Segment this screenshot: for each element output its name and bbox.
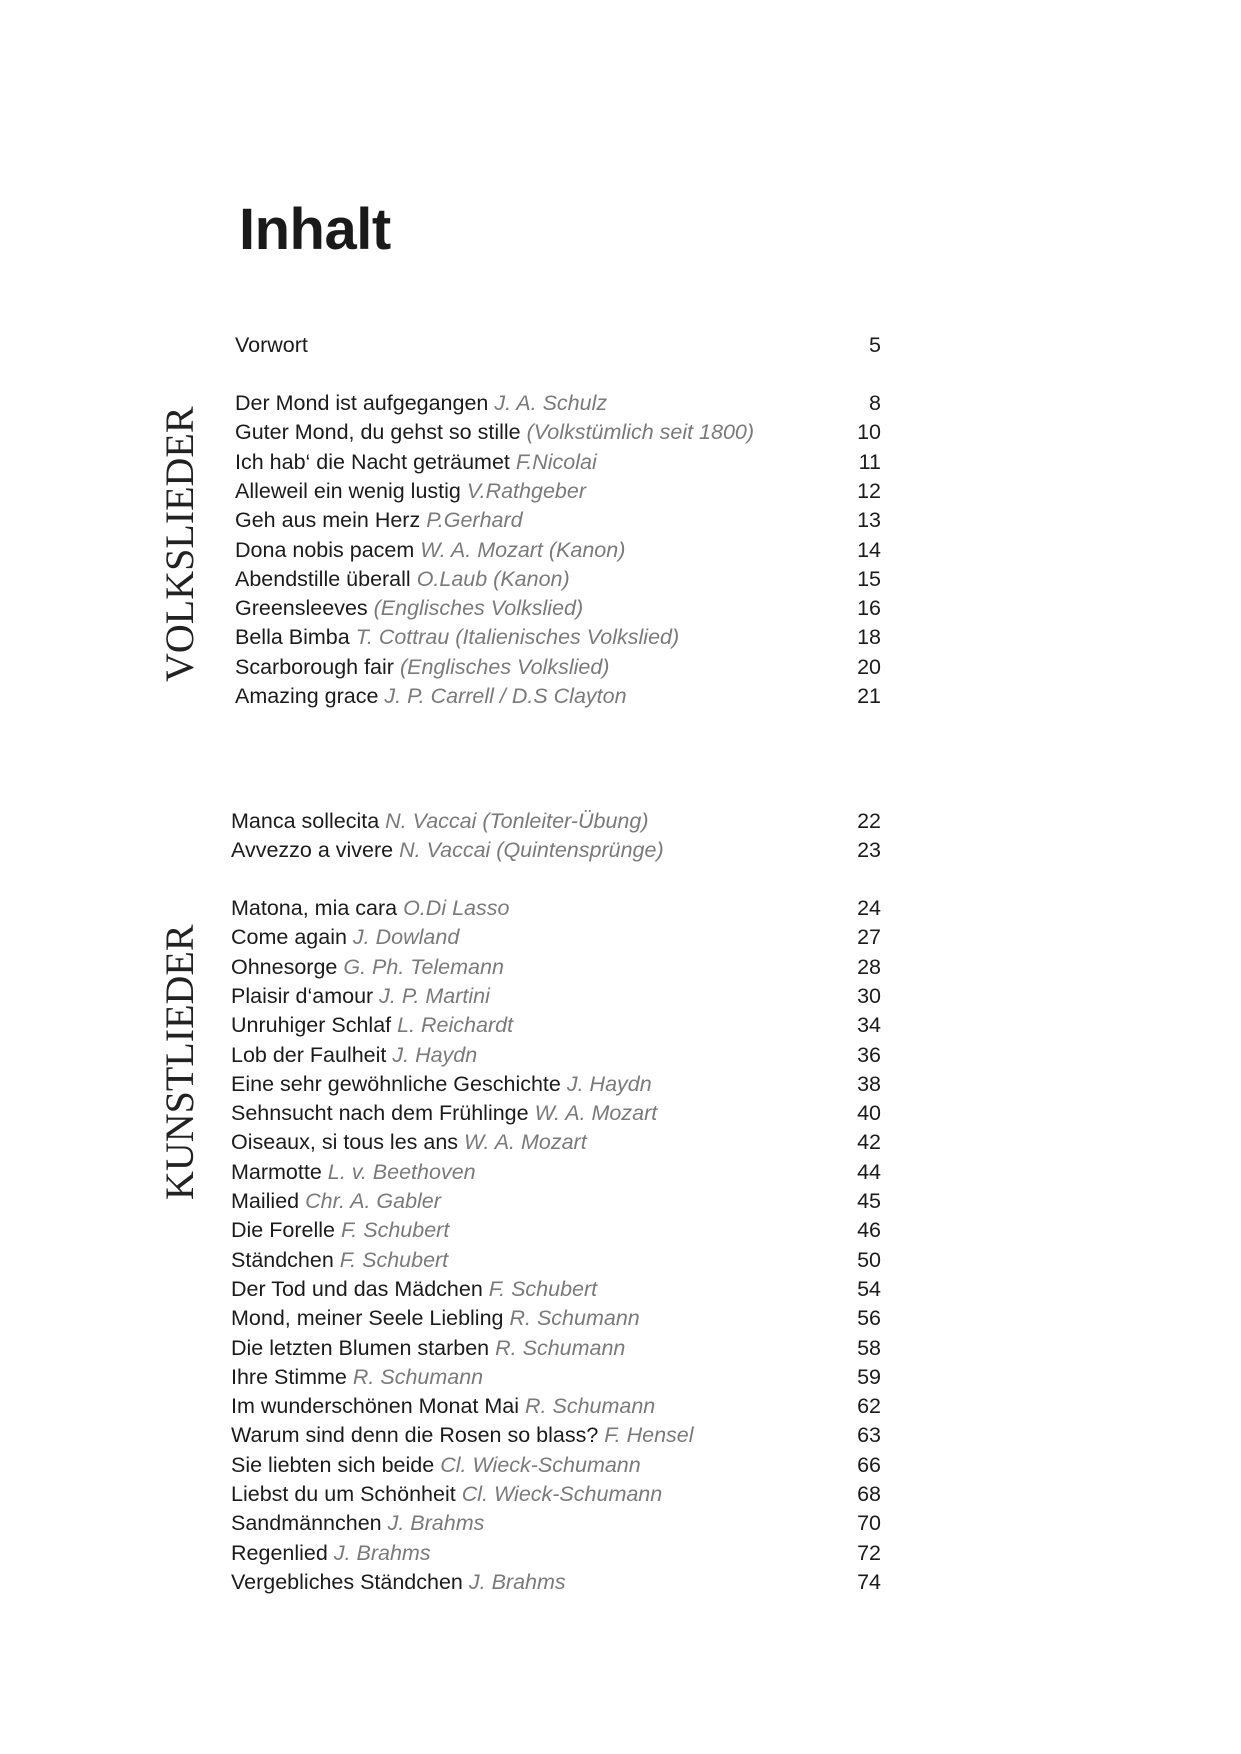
entry-composer: (Englisches Volkslied) xyxy=(399,654,610,679)
entry-composer: V.Rathgeber xyxy=(466,478,586,503)
toc-entry[interactable] xyxy=(231,982,490,1011)
entry-title: Abendstille überall xyxy=(235,566,411,591)
toc-entry[interactable] xyxy=(231,1011,513,1040)
toc-entry[interactable] xyxy=(231,1246,448,1275)
entry-title: Regenlied xyxy=(231,1540,328,1565)
page-number: 15 xyxy=(857,566,881,591)
entry-title: Ständchen xyxy=(231,1247,334,1272)
entry-composer: P.Gerhard xyxy=(426,508,523,533)
entry-title: Marmotte xyxy=(231,1159,322,1184)
page-number: 38 xyxy=(857,1071,881,1096)
toc-entry[interactable] xyxy=(231,1421,694,1450)
page-number: 23 xyxy=(857,838,881,863)
page-number: 63 xyxy=(857,1423,881,1448)
entry-title: Plaisir d‘amour xyxy=(231,983,374,1008)
entry-composer: R. Schumann xyxy=(525,1394,656,1419)
entry-title: Mond, meiner Seele Liebling xyxy=(231,1306,504,1331)
entry-composer: J. P. Martini xyxy=(379,983,490,1008)
entry-composer: W. A. Mozart (Kanon) xyxy=(420,537,626,562)
entry-composer: J. Brahms xyxy=(333,1540,431,1565)
page-number: 21 xyxy=(857,684,881,708)
toc-entry[interactable] xyxy=(231,1128,587,1157)
entry-title: Die Forelle xyxy=(231,1218,335,1243)
toc-entry[interactable] xyxy=(231,1216,449,1245)
entry-title: Der Tod und das Mädchen xyxy=(231,1276,483,1301)
entry-title: Manca sollecita xyxy=(231,809,380,833)
entry-title: Der Mond ist aufgegangen xyxy=(235,391,489,415)
toc-entry[interactable] xyxy=(235,389,607,418)
toc-entry[interactable] xyxy=(231,836,664,865)
toc-entry[interactable] xyxy=(235,536,625,565)
toc-entry[interactable] xyxy=(235,653,609,682)
entry-title: Sandmännchen xyxy=(231,1511,382,1536)
entry-composer: J. Haydn xyxy=(566,1071,652,1096)
toc-entry[interactable] xyxy=(231,1158,476,1187)
toc-entry[interactable] xyxy=(235,623,679,652)
toc-entry[interactable] xyxy=(231,1041,477,1070)
toc-entry[interactable] xyxy=(231,1451,641,1480)
toc-entry[interactable] xyxy=(235,477,586,506)
entry-title: Lob der Faulheit xyxy=(231,1042,387,1067)
entry-title: Guter Mond, du gehst so stille xyxy=(235,420,521,445)
entry-composer: (Englisches Volkslied) xyxy=(373,596,584,621)
page-number: 5 xyxy=(869,333,881,357)
entry-composer: J. P. Carrell / D.S Clayton xyxy=(384,684,627,708)
entry-title: Die letzten Blumen starben xyxy=(231,1335,490,1360)
entry-title: Avvezzo a vivere xyxy=(231,838,394,863)
entry-title: Alleweil ein wenig lustig xyxy=(235,478,461,503)
entry-composer: J. Dowland xyxy=(352,925,460,950)
entry-title: Amazing grace xyxy=(235,684,379,708)
toc-entry[interactable] xyxy=(231,1539,431,1568)
entry-composer: J. Haydn xyxy=(392,1042,478,1067)
entry-composer: G. Ph. Telemann xyxy=(343,954,504,979)
toc-entry[interactable] xyxy=(231,1304,640,1333)
entry-title: Warum sind denn die Rosen so blass? xyxy=(231,1423,599,1448)
entry-composer: F. Schubert xyxy=(339,1247,449,1272)
entry-composer: Cl. Wieck-Schumann xyxy=(461,1482,663,1506)
entry-composer: R. Schumann xyxy=(352,1364,484,1389)
page-number: 58 xyxy=(857,1335,881,1360)
toc-entry[interactable] xyxy=(231,1568,566,1597)
entry-title: Greensleeves xyxy=(235,596,368,621)
entry-composer: F.Nicolai xyxy=(515,449,597,474)
toc-entry[interactable] xyxy=(231,1509,484,1538)
page-number: 30 xyxy=(857,983,881,1008)
page-title: Inhalt xyxy=(239,197,391,262)
entry-composer: F. Hensel xyxy=(604,1423,694,1448)
toc-entry[interactable] xyxy=(235,506,523,535)
entry-composer: W. A. Mozart xyxy=(534,1101,658,1126)
section-label-volkslieder: VOLKSLIEDER xyxy=(157,406,202,682)
entry-title: Dona nobis pacem xyxy=(235,537,415,562)
entry-composer: O.Di Lasso xyxy=(403,896,510,920)
entry-composer: F. Schubert xyxy=(488,1276,598,1301)
page-number: 72 xyxy=(857,1540,881,1565)
toc-entry[interactable] xyxy=(235,448,597,477)
toc-entry[interactable] xyxy=(231,953,504,982)
page-number: 27 xyxy=(857,925,881,950)
page-number: 24 xyxy=(857,896,881,920)
entry-composer: O.Laub (Kanon) xyxy=(416,566,570,591)
toc-entry[interactable] xyxy=(231,1099,657,1128)
toc-entry[interactable] xyxy=(231,1480,662,1509)
entry-title: Ihre Stimme xyxy=(231,1364,347,1389)
page-number: 13 xyxy=(857,508,881,533)
toc-entry[interactable] xyxy=(231,1070,652,1099)
page-number: 68 xyxy=(857,1482,881,1506)
page-number: 44 xyxy=(857,1159,881,1184)
section-label-kunstlieder: KUNSTLIEDER xyxy=(157,924,202,1200)
entry-title: Oiseaux, si tous les ans xyxy=(231,1130,459,1155)
entry-composer: W. A. Mozart xyxy=(464,1130,587,1155)
page-number: 50 xyxy=(857,1247,881,1272)
page-number: 14 xyxy=(857,537,881,562)
page-number: 66 xyxy=(857,1452,881,1477)
entry-title: Ich hab‘ die Nacht geträumet xyxy=(235,449,510,474)
entry-composer: T. Cottrau (Italienisches Volkslied) xyxy=(355,625,680,650)
entry-title: Sehnsucht nach dem Frühlinge xyxy=(231,1101,529,1126)
toc-entry[interactable] xyxy=(231,1392,655,1421)
entry-composer: F. Schubert xyxy=(340,1218,450,1243)
page-number: 62 xyxy=(857,1394,881,1419)
entry-title: Come again xyxy=(231,925,347,950)
toc-entry[interactable] xyxy=(231,1187,441,1216)
page-number: 11 xyxy=(858,449,881,474)
page-number: 42 xyxy=(857,1130,881,1155)
entry-composer: R. Schumann xyxy=(495,1335,626,1360)
toc-entry-preface[interactable] xyxy=(235,331,308,360)
entry-composer: J. A. Schulz xyxy=(494,391,608,415)
entry-composer: J. Brahms xyxy=(387,1511,485,1536)
entry-title: Ohnesorge xyxy=(231,954,338,979)
page-number: 8 xyxy=(869,391,881,415)
toc-entry[interactable] xyxy=(235,565,570,594)
page-number: 28 xyxy=(857,954,881,979)
page-number: 22 xyxy=(857,809,881,833)
entry-title: Bella Bimba xyxy=(235,625,350,650)
page-number: 34 xyxy=(857,1013,881,1038)
entry-composer: Chr. A. Gabler xyxy=(305,1189,441,1213)
page-number: 12 xyxy=(857,478,881,503)
entry-title: Eine sehr gewöhnliche Geschichte xyxy=(231,1071,561,1096)
entry-title: Sie liebten sich beide xyxy=(231,1452,435,1477)
page-number: 59 xyxy=(857,1364,881,1389)
toc-entry[interactable] xyxy=(231,1275,597,1304)
entry-composer: Cl. Wieck-Schumann xyxy=(440,1452,641,1477)
entry-title: Im wunderschönen Monat Mai xyxy=(231,1394,520,1419)
page-number: 20 xyxy=(857,654,881,679)
entry-title: Mailied xyxy=(231,1189,300,1213)
toc-entry[interactable] xyxy=(231,894,509,923)
toc-entry[interactable] xyxy=(231,807,648,836)
entry-composer: L. v. Beethoven xyxy=(327,1159,476,1184)
page-number: 36 xyxy=(857,1042,881,1067)
page-number: 74 xyxy=(857,1569,881,1594)
entry-composer: R. Schumann xyxy=(509,1306,640,1331)
entry-title: Geh aus mein Herz xyxy=(235,508,421,533)
toc-entry[interactable] xyxy=(231,1334,625,1363)
entry-composer: (Volkstümlich seit 1800) xyxy=(526,420,755,445)
toc-entry[interactable] xyxy=(235,682,627,711)
entry-composer: N. Vaccai (Tonleiter-Übung) xyxy=(385,809,649,833)
entry-composer: N. Vaccai (Quintensprünge) xyxy=(399,838,664,863)
page-number: 45 xyxy=(857,1189,881,1213)
page-number: 18 xyxy=(857,625,881,650)
entry-composer: L. Reichardt xyxy=(397,1013,514,1038)
entry-composer: J. Brahms xyxy=(468,1569,566,1594)
entry-title: Liebst du um Schönheit xyxy=(231,1482,456,1506)
toc-entry[interactable] xyxy=(231,923,459,952)
toc-entry[interactable] xyxy=(235,594,583,623)
entry-title: Unruhiger Schlaf xyxy=(231,1013,392,1038)
page-number: 54 xyxy=(857,1276,881,1301)
page-number: 56 xyxy=(857,1306,881,1331)
entry-title: Scarborough fair xyxy=(235,654,394,679)
page-number: 10 xyxy=(857,420,881,445)
page-number: 40 xyxy=(857,1101,881,1126)
page-number: 70 xyxy=(857,1511,881,1536)
toc-entry[interactable] xyxy=(235,418,754,447)
entry-title: Vorwort xyxy=(235,333,308,357)
entry-title: Matona, mia cara xyxy=(231,896,398,920)
toc-entry[interactable] xyxy=(231,1363,483,1392)
page-number: 16 xyxy=(857,596,881,621)
page-number: 46 xyxy=(857,1218,881,1243)
entry-title: Vergebliches Ständchen xyxy=(231,1569,463,1594)
